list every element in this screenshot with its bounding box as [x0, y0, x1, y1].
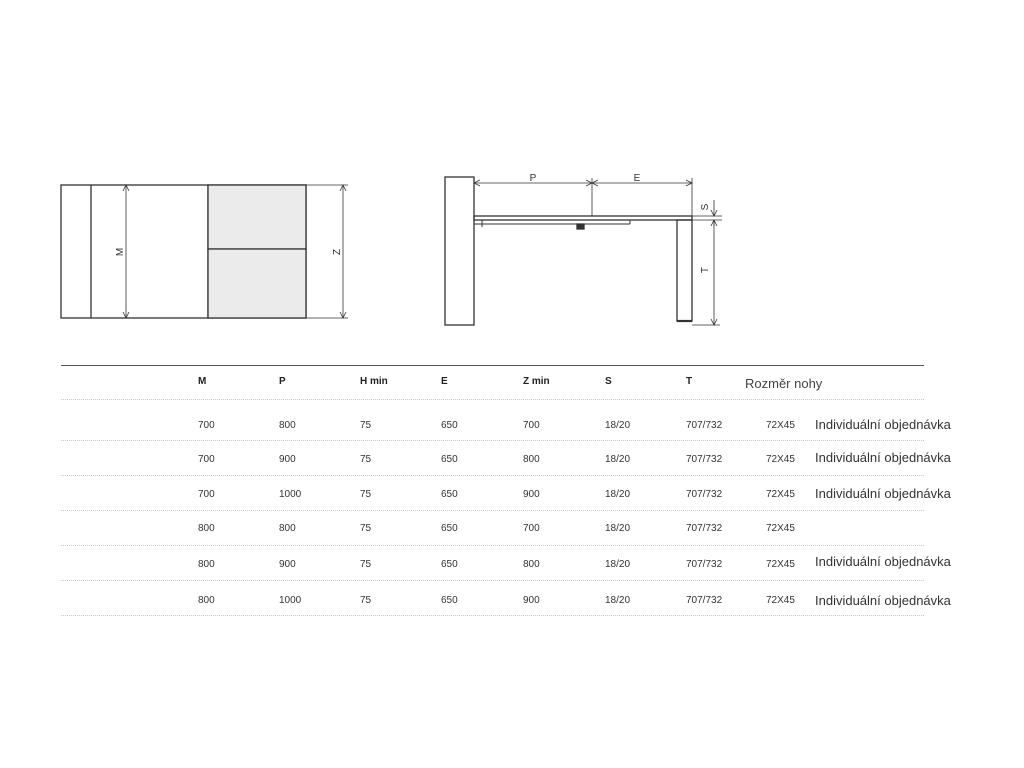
cell-z-min: 800 — [523, 559, 540, 570]
cell-h-min: 75 — [360, 489, 372, 500]
cell-z-min: 900 — [523, 595, 540, 606]
label-z: Z — [332, 248, 343, 256]
cell-e: 650 — [441, 595, 458, 606]
cell-leg-size: 72X45 — [766, 489, 795, 500]
label-t: T — [700, 266, 711, 274]
cell-s: 18/20 — [605, 420, 631, 431]
header-m: M — [198, 376, 207, 387]
cell-s: 18/20 — [605, 454, 631, 465]
header-p: P — [279, 376, 286, 387]
cell-p: 1000 — [279, 595, 302, 606]
cell-e: 650 — [441, 489, 458, 500]
cell-note: Individuální objednávka — [815, 554, 951, 569]
extension-panel-upper — [208, 185, 306, 249]
cell-leg-size: 72X45 — [766, 454, 795, 465]
table-row — [61, 476, 951, 511]
table-row — [61, 546, 951, 581]
cell-e: 650 — [441, 454, 458, 465]
header-z-min: Z min — [523, 376, 550, 387]
header-s: S — [605, 376, 612, 387]
cell-e: 650 — [441, 559, 458, 570]
cell-t: 707/732 — [686, 523, 723, 534]
label-p: P — [529, 173, 537, 184]
cell-m: 700 — [198, 454, 215, 465]
cell-note: Individuální objednávka — [815, 450, 951, 465]
cell-p: 800 — [279, 420, 296, 431]
cell-t: 707/732 — [686, 595, 723, 606]
label-m: M — [115, 247, 126, 257]
table-row — [61, 406, 951, 441]
cell-e: 650 — [441, 523, 458, 534]
row-separator — [61, 399, 924, 400]
cell-s: 18/20 — [605, 523, 631, 534]
header-leg-size: Rozměr nohy — [745, 376, 823, 391]
cell-s: 18/20 — [605, 559, 631, 570]
cell-m: 800 — [198, 559, 215, 570]
row-separator — [61, 615, 924, 616]
extension-panel-lower — [208, 249, 306, 318]
cell-leg-size: 72X45 — [766, 595, 795, 606]
header-h-min: H min — [360, 376, 388, 387]
wall-post — [445, 177, 474, 325]
cell-note: Individuální objednávka — [815, 486, 951, 501]
label-s: S — [700, 203, 711, 211]
leg — [677, 220, 692, 321]
cell-z-min: 700 — [523, 523, 540, 534]
table-row — [61, 581, 951, 616]
cell-h-min: 75 — [360, 420, 372, 431]
cell-leg-size: 72X45 — [766, 523, 795, 534]
cell-t: 707/732 — [686, 489, 723, 500]
cell-h-min: 75 — [360, 454, 372, 465]
cell-z-min: 900 — [523, 489, 540, 500]
table-header-row — [61, 365, 924, 400]
cell-e: 650 — [441, 420, 458, 431]
cell-leg-size: 72X45 — [766, 559, 795, 570]
dimension-p-e — [474, 178, 692, 216]
cell-p: 900 — [279, 559, 296, 570]
cell-t: 707/732 — [686, 420, 723, 431]
label-e: E — [633, 173, 641, 184]
cell-p: 900 — [279, 454, 296, 465]
cell-p: 1000 — [279, 489, 302, 500]
cell-m: 800 — [198, 523, 215, 534]
mechanism — [577, 224, 584, 229]
cell-s: 18/20 — [605, 595, 631, 606]
cell-t: 707/732 — [686, 454, 723, 465]
cell-z-min: 700 — [523, 420, 540, 431]
cell-z-min: 800 — [523, 454, 540, 465]
cell-h-min: 75 — [360, 559, 372, 570]
cell-h-min: 75 — [360, 595, 372, 606]
tabletop-profile — [474, 216, 692, 220]
cell-note: Individuální objednávka — [815, 593, 951, 608]
cell-m: 700 — [198, 489, 215, 500]
cell-m: 700 — [198, 420, 215, 431]
cell-note: Individuální objednávka — [815, 417, 951, 432]
top-view — [61, 185, 348, 318]
table-row — [61, 441, 951, 476]
cell-s: 18/20 — [605, 489, 631, 500]
header-e: E — [441, 376, 448, 387]
cell-h-min: 75 — [360, 523, 372, 534]
cell-t: 707/732 — [686, 559, 723, 570]
side-view — [445, 177, 722, 325]
table-row — [61, 511, 924, 546]
cell-leg-size: 72X45 — [766, 420, 795, 431]
header-t: T — [686, 376, 693, 387]
cell-m: 800 — [198, 595, 215, 606]
cell-p: 800 — [279, 523, 296, 534]
technical-drawing — [0, 0, 1024, 360]
